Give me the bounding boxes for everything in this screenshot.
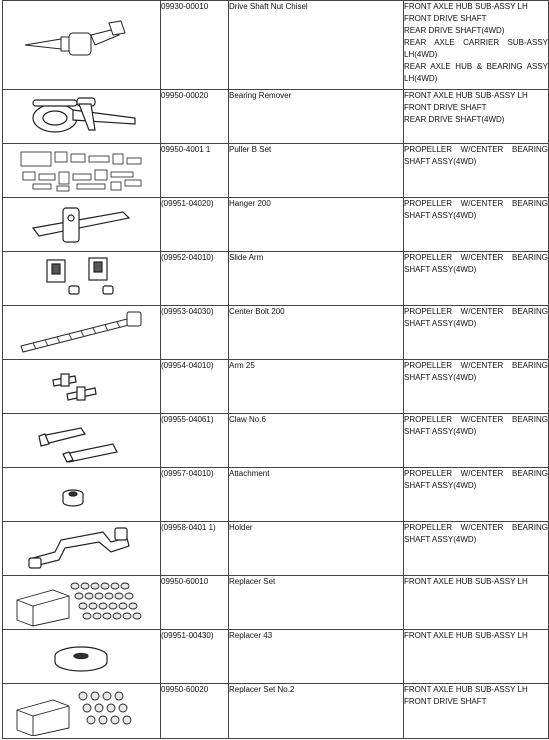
tool-name: Hanger 200: [229, 198, 404, 252]
chisel-icon: [3, 15, 161, 67]
slide-arm-icon: [3, 252, 161, 304]
usage-cell: [404, 198, 549, 252]
tool-name: Center Bolt 200: [229, 306, 404, 360]
part-number: (09957-04010): [161, 468, 229, 522]
replacer-disc-icon: [3, 630, 161, 682]
tool-name: Holder: [229, 522, 404, 576]
usage-item: PROPELLER W/CENTER BEARING SHAFT ASSY(4WD): [404, 145, 548, 166]
tool-name: Replacer 43: [229, 630, 404, 684]
usage-item: PROPELLER W/CENTER BEARING SHAFT ASSY(4WD): [404, 361, 548, 382]
tool-illustration-cell: [3, 360, 161, 414]
part-number: (09951-00430): [161, 630, 229, 684]
usage-cell: [404, 522, 549, 576]
usage-item: REAR AXLE HUB & BEARING ASSY LH(4WD): [404, 62, 548, 83]
arm-icon: [3, 360, 161, 412]
usage-cell: [404, 360, 549, 414]
part-number: 09950-00020: [161, 90, 229, 144]
usage-item: FRONT AXLE HUB SUB-ASSY LH: [404, 631, 528, 640]
usage-cell: [404, 630, 549, 684]
puller-set-icon: [3, 144, 161, 196]
part-number: (09951-04020): [161, 198, 229, 252]
usage-item: FRONT AXLE HUB SUB-ASSY LH: [404, 577, 528, 586]
tool-illustration-cell: [3, 144, 161, 198]
tool-name: Slide Arm: [229, 252, 404, 306]
tool-illustration-cell: [3, 306, 161, 360]
table-row: [3, 1, 549, 90]
part-number: (09958-0401 1): [161, 522, 229, 576]
tool-illustration-cell: [3, 198, 161, 252]
table-row: [3, 252, 549, 306]
table-row: [3, 630, 549, 684]
usage-item: PROPELLER W/CENTER BEARING SHAFT ASSY(4WD): [404, 523, 548, 544]
usage-cell: [404, 144, 549, 198]
usage-cell: [404, 90, 549, 144]
usage-item: FRONT DRIVE SHAFT: [404, 697, 487, 706]
usage-item: FRONT AXLE HUB SUB-ASSY LH: [404, 2, 528, 11]
usage-cell: [404, 252, 549, 306]
tool-illustration-cell: [3, 630, 161, 684]
holder-icon: [3, 522, 161, 574]
table-row: [3, 576, 549, 630]
tool-name: Attachment: [229, 468, 404, 522]
attachment-icon: [3, 468, 161, 520]
tool-illustration-cell: [3, 468, 161, 522]
bearing-remover-icon: [3, 90, 161, 142]
part-number: 09950-4001 1: [161, 144, 229, 198]
tool-illustration-cell: [3, 684, 161, 739]
tool-rows: [3, 1, 549, 739]
tool-name: Replacer Set: [229, 576, 404, 630]
tool-name: Puller B Set: [229, 144, 404, 198]
tool-name: Replacer Set No.2: [229, 684, 404, 739]
tool-name: Arm 25: [229, 360, 404, 414]
usage-cell: [404, 576, 549, 630]
table-row: [3, 522, 549, 576]
replacer-set-no2-icon: [3, 684, 161, 736]
tool-name: Claw No.6: [229, 414, 404, 468]
table-row: [3, 90, 549, 144]
replacer-set-icon: [3, 576, 161, 628]
tool-illustration-cell: [3, 576, 161, 630]
hanger-icon: [3, 198, 161, 250]
part-number: (09955-04061): [161, 414, 229, 468]
claw-icon: [3, 414, 161, 466]
part-number: 09930-00010: [161, 1, 229, 90]
tool-illustration-cell: [3, 1, 161, 90]
usage-item: FRONT DRIVE SHAFT: [404, 103, 487, 112]
table-row: [3, 198, 549, 252]
part-number: 09950-60020: [161, 684, 229, 739]
tool-name: Drive Shaft Nut Chisel: [229, 1, 404, 90]
usage-cell: [404, 414, 549, 468]
table-row: [3, 414, 549, 468]
center-bolt-icon: [3, 306, 161, 358]
usage-item: REAR AXLE CARRIER SUB-ASSY LH(4WD): [404, 38, 548, 59]
usage-item: PROPELLER W/CENTER BEARING SHAFT ASSY(4WD): [404, 253, 548, 274]
usage-cell: [404, 684, 549, 739]
usage-item: REAR DRIVE SHAFT(4WD): [404, 26, 505, 35]
tool-illustration-cell: [3, 522, 161, 576]
part-number: (09952-04010): [161, 252, 229, 306]
part-number: 09950-60010: [161, 576, 229, 630]
table-row: [3, 468, 549, 522]
usage-item: PROPELLER W/CENTER BEARING SHAFT ASSY(4WD): [404, 469, 548, 490]
special-service-tools-table: [2, 0, 549, 739]
tool-illustration-cell: [3, 414, 161, 468]
usage-cell: [404, 468, 549, 522]
usage-item: PROPELLER W/CENTER BEARING SHAFT ASSY(4WD): [404, 415, 548, 436]
tool-illustration-cell: [3, 252, 161, 306]
usage-item: FRONT AXLE HUB SUB-ASSY LH: [404, 91, 528, 100]
usage-item: PROPELLER W/CENTER BEARING SHAFT ASSY(4WD): [404, 199, 548, 220]
table-row: [3, 144, 549, 198]
usage-item: PROPELLER W/CENTER BEARING SHAFT ASSY(4WD): [404, 307, 548, 328]
part-number: (09953-04030): [161, 306, 229, 360]
table-row: [3, 360, 549, 414]
tool-name: Bearing Remover: [229, 90, 404, 144]
usage-item: FRONT DRIVE SHAFT: [404, 14, 487, 23]
tool-illustration-cell: [3, 90, 161, 144]
usage-item: REAR DRIVE SHAFT(4WD): [404, 115, 505, 124]
usage-item: FRONT AXLE HUB SUB-ASSY LH: [404, 685, 528, 694]
part-number: (09954-04010): [161, 360, 229, 414]
table-row: [3, 684, 549, 739]
usage-cell: [404, 306, 549, 360]
table-row: [3, 306, 549, 360]
usage-cell: [404, 1, 549, 90]
